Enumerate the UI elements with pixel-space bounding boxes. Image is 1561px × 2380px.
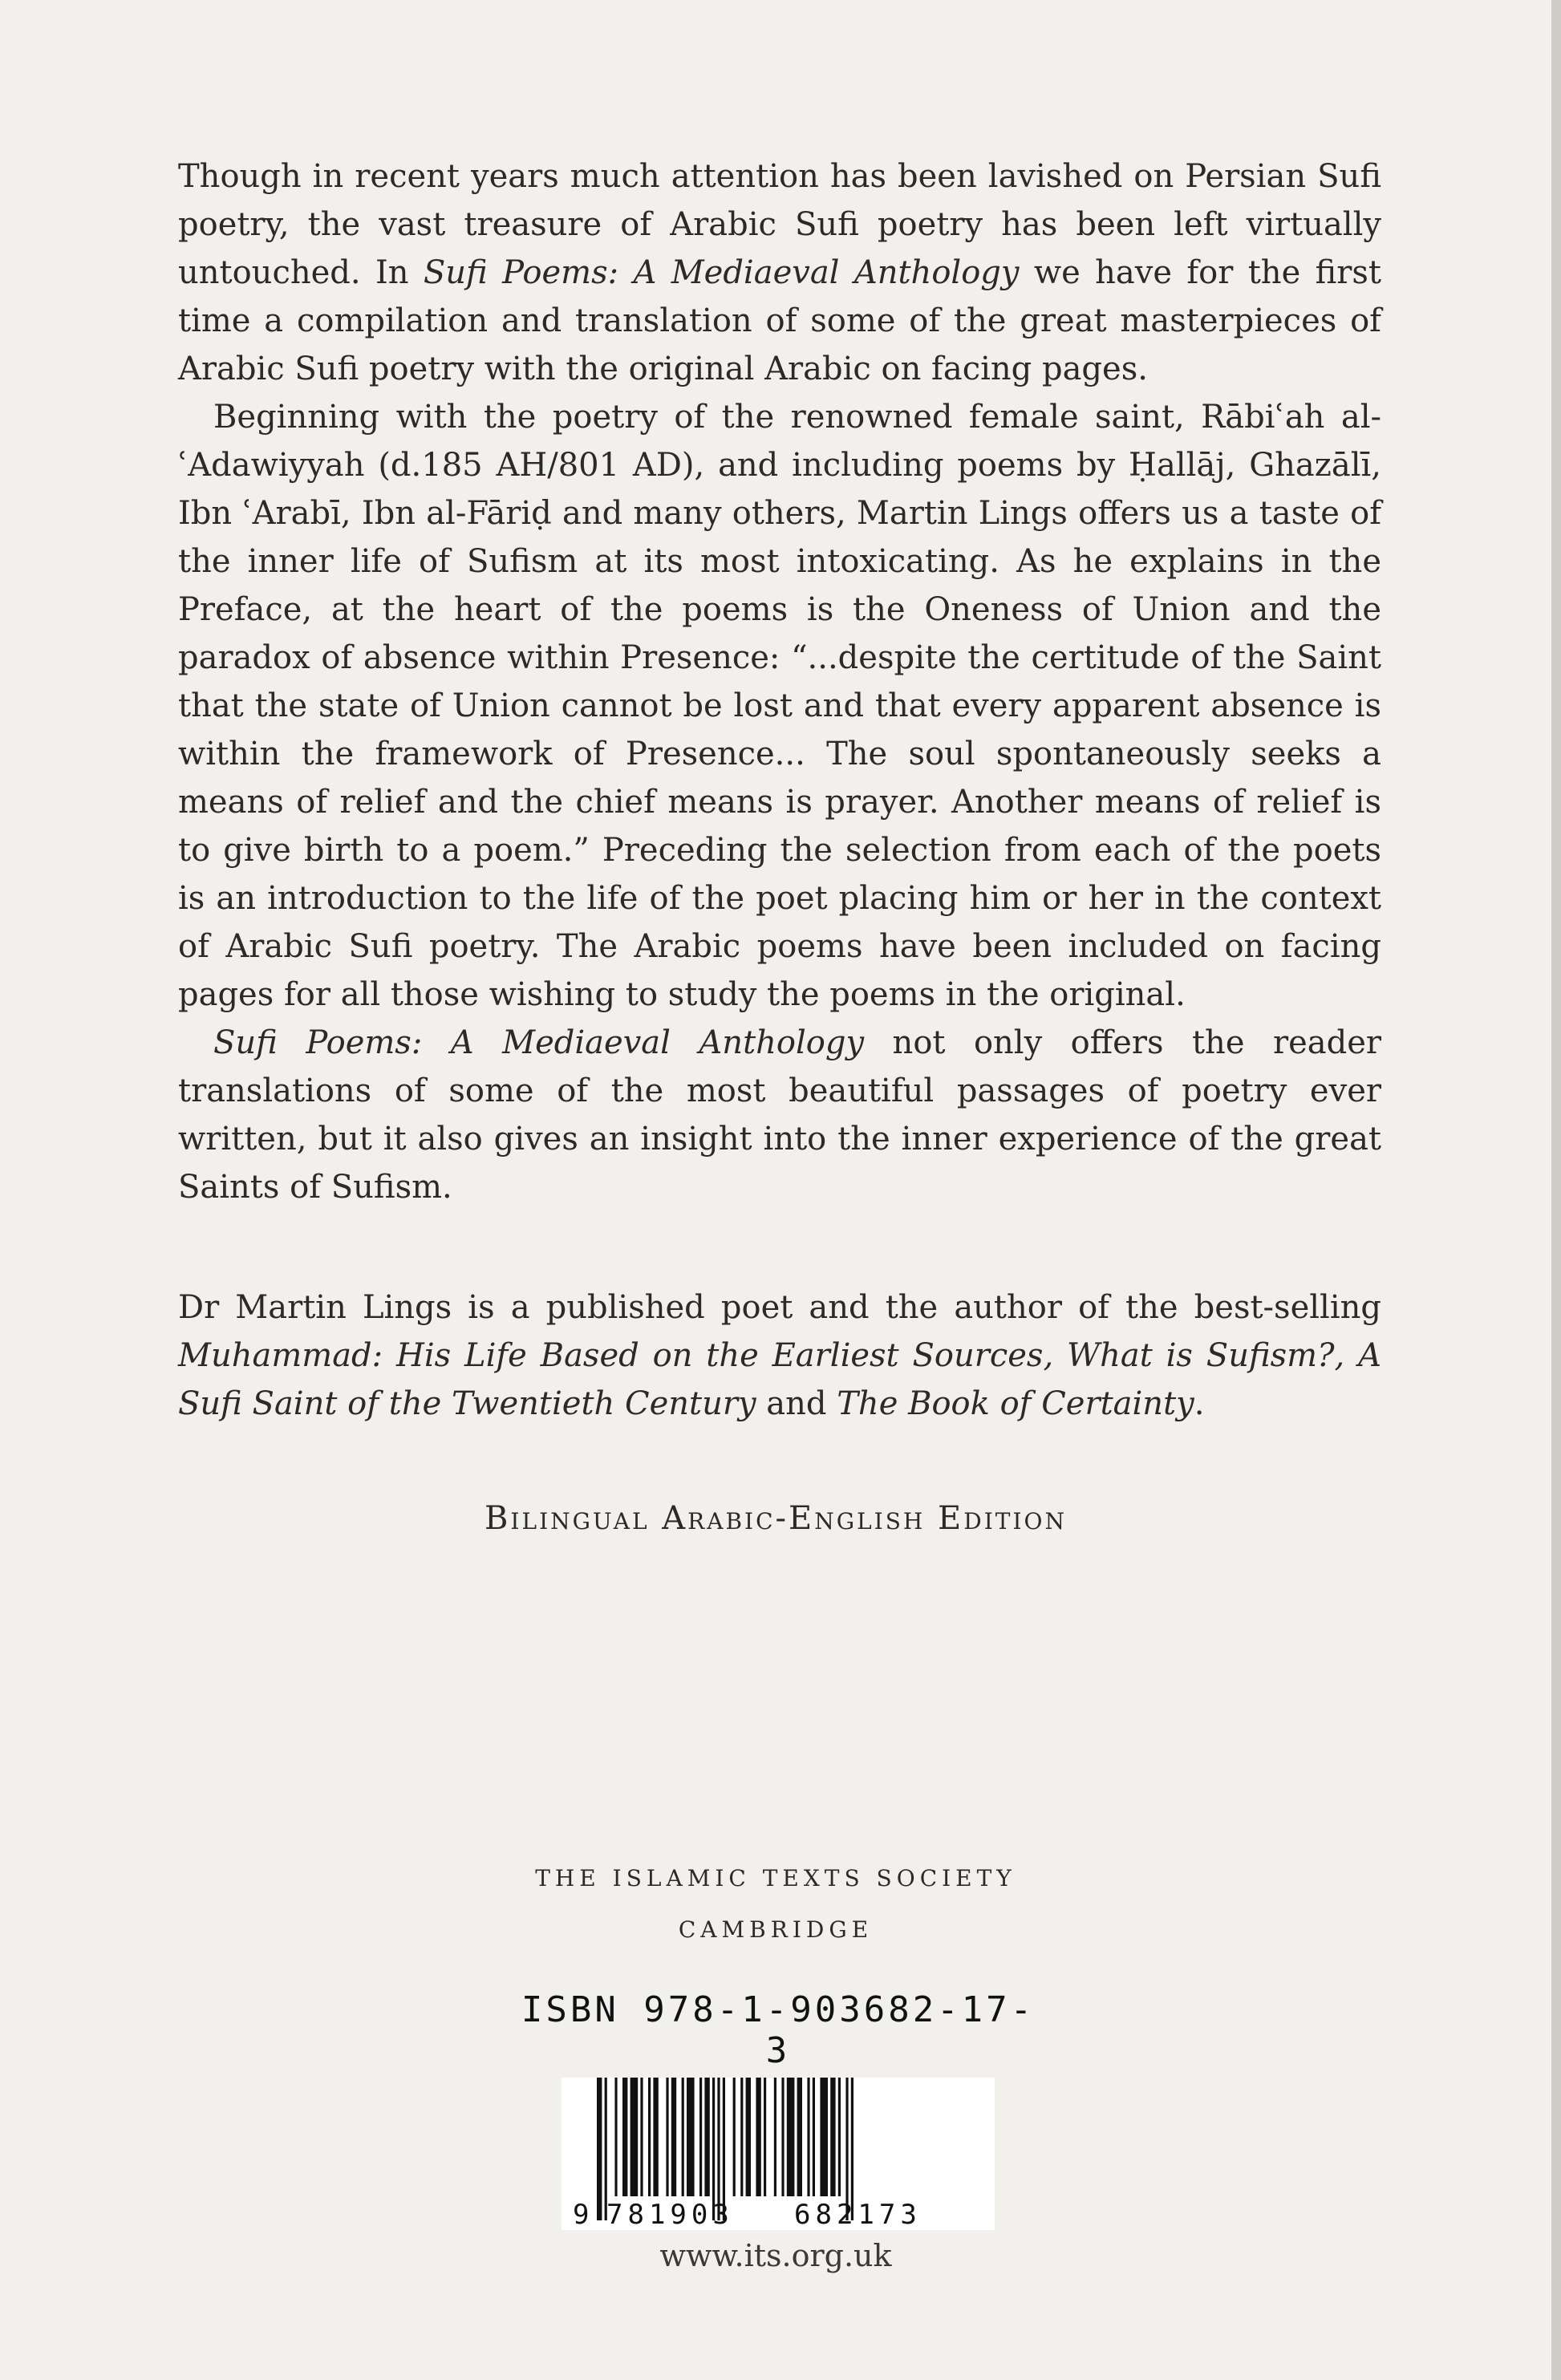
publisher [0, 1861, 1551, 1964]
blurb-paragraph-3 [178, 1019, 1381, 1211]
barcode-bar [774, 2078, 776, 2196]
barcode-bar [838, 2078, 841, 2196]
barcode-bar [699, 2078, 702, 2196]
barcode-bar [764, 2078, 766, 2196]
barcode-bar [733, 2078, 736, 2196]
barcode-bar [687, 2078, 695, 2196]
barcode-bar [640, 2078, 643, 2196]
barcode-bar [807, 2078, 809, 2196]
barcode-bar [787, 2078, 795, 2196]
publisher-city: CAMBRIDGE [678, 1916, 874, 1943]
barcode-bar [671, 2078, 676, 2196]
blurb-paragraph-1 [178, 152, 1381, 393]
isbn-label: ISBN 978-1-903682-17-3 [521, 1989, 1036, 2071]
body-text: and [756, 1385, 837, 1422]
author-bio [178, 1283, 1381, 1428]
barcode-bar [653, 2078, 658, 2196]
blurb [178, 152, 1381, 1211]
italic-title-text: The Book of Certainty [837, 1385, 1194, 1422]
italic-title-text: Sufi Poems: A Mediaeval Anthology [423, 254, 1020, 291]
barcode-bar [682, 2078, 684, 2196]
italic-title-text: Sufi Poems: A Mediaeval Anthology [213, 1024, 865, 1061]
barcode-bar [781, 2078, 784, 2196]
barcode-bar [648, 2078, 651, 2196]
website-url: www.its.org.uk [659, 2238, 892, 2273]
body-text: Though in recent years much attention has been lavished on Persian Sufi poetry, the vast treasure of Arabic Sufi poetry has been left virtually untouched. In [178, 158, 1381, 291]
body-text: we have for the first time a compilation and translation of some of the great masterpieces of Arabic Sufi poetry with the original Arabic on facing pages. [178, 254, 1382, 387]
barcode-digits-left: 781903 [606, 2199, 734, 2230]
body-text: . [1194, 1385, 1205, 1422]
barcode-bar [597, 2078, 602, 2220]
barcode-bar [630, 2078, 639, 2196]
barcode-icon [562, 2078, 995, 2230]
author-bio-paragraph [178, 1283, 1381, 1428]
barcode-digit-first: 9 [573, 2199, 590, 2230]
barcode-bar [666, 2078, 668, 2196]
barcode-bar [756, 2078, 760, 2196]
edition-label: Bilingual Arabic-English Edition [485, 1500, 1067, 1537]
publisher-name: THE ISLAMIC TEXTS SOCIETY [535, 1865, 1016, 1891]
barcode-bar [704, 2078, 709, 2196]
blurb-paragraph-2 [178, 393, 1381, 1019]
italic-title-text: Muhammad: His Life Based on the Earliest Sources, What is Sufism?, A Sufi Saint of the Twentieth Century [178, 1337, 1381, 1422]
isbn-barcode [513, 1989, 1043, 2230]
barcode-digits-right: 682173 [794, 2199, 922, 2230]
barcode-bar [622, 2078, 627, 2196]
barcode-bar [813, 2078, 815, 2196]
barcode-bar [797, 2078, 802, 2196]
body-text: Dr Martin Lings is a published poet and the author of the best-selling [178, 1289, 1381, 1326]
barcode-bar [746, 2078, 751, 2196]
barcode-bar [740, 2078, 743, 2196]
barcode-bar [830, 2078, 835, 2196]
body-text: not only offers the reader translations of some of the most beautiful passages of poetry ever written, but it also gives an insight into the inner experience of the great Saints of Sufism. [178, 1024, 1382, 1206]
body-text: Beginning with the poetry of the renowned female saint, Rābiʿah al-ʿAdawiyyah (d.185 AH/801 AD), and including poems by Ḥallāj, Ghazālī, Ibn ʿArabī, Ibn al-Fāriḍ and many others, Martin Lings offers us a taste of the inner life of Sufism at its most intoxicating. As he explains in the Preface, at the heart of the poems is the Oneness of Union and the paradox of absence within Presence: “...despite the certitude of the Saint that the state of Union cannot be lost and that every apparent absence is within the framework of Presence... The soul spontaneously seeks a means of relief and the chief means is prayer. Another means of relief is to give birth to a poem.” Preceding the selection from each of the poets is an introduction to the life of the poet placing him or her in the context of Arabic Sufi poetry. The Arabic poems have been included on facing pages for all those wishing to study the poems in the original. [178, 399, 1381, 1013]
barcode-bar [614, 2078, 617, 2196]
barcode-bar [820, 2078, 828, 2196]
